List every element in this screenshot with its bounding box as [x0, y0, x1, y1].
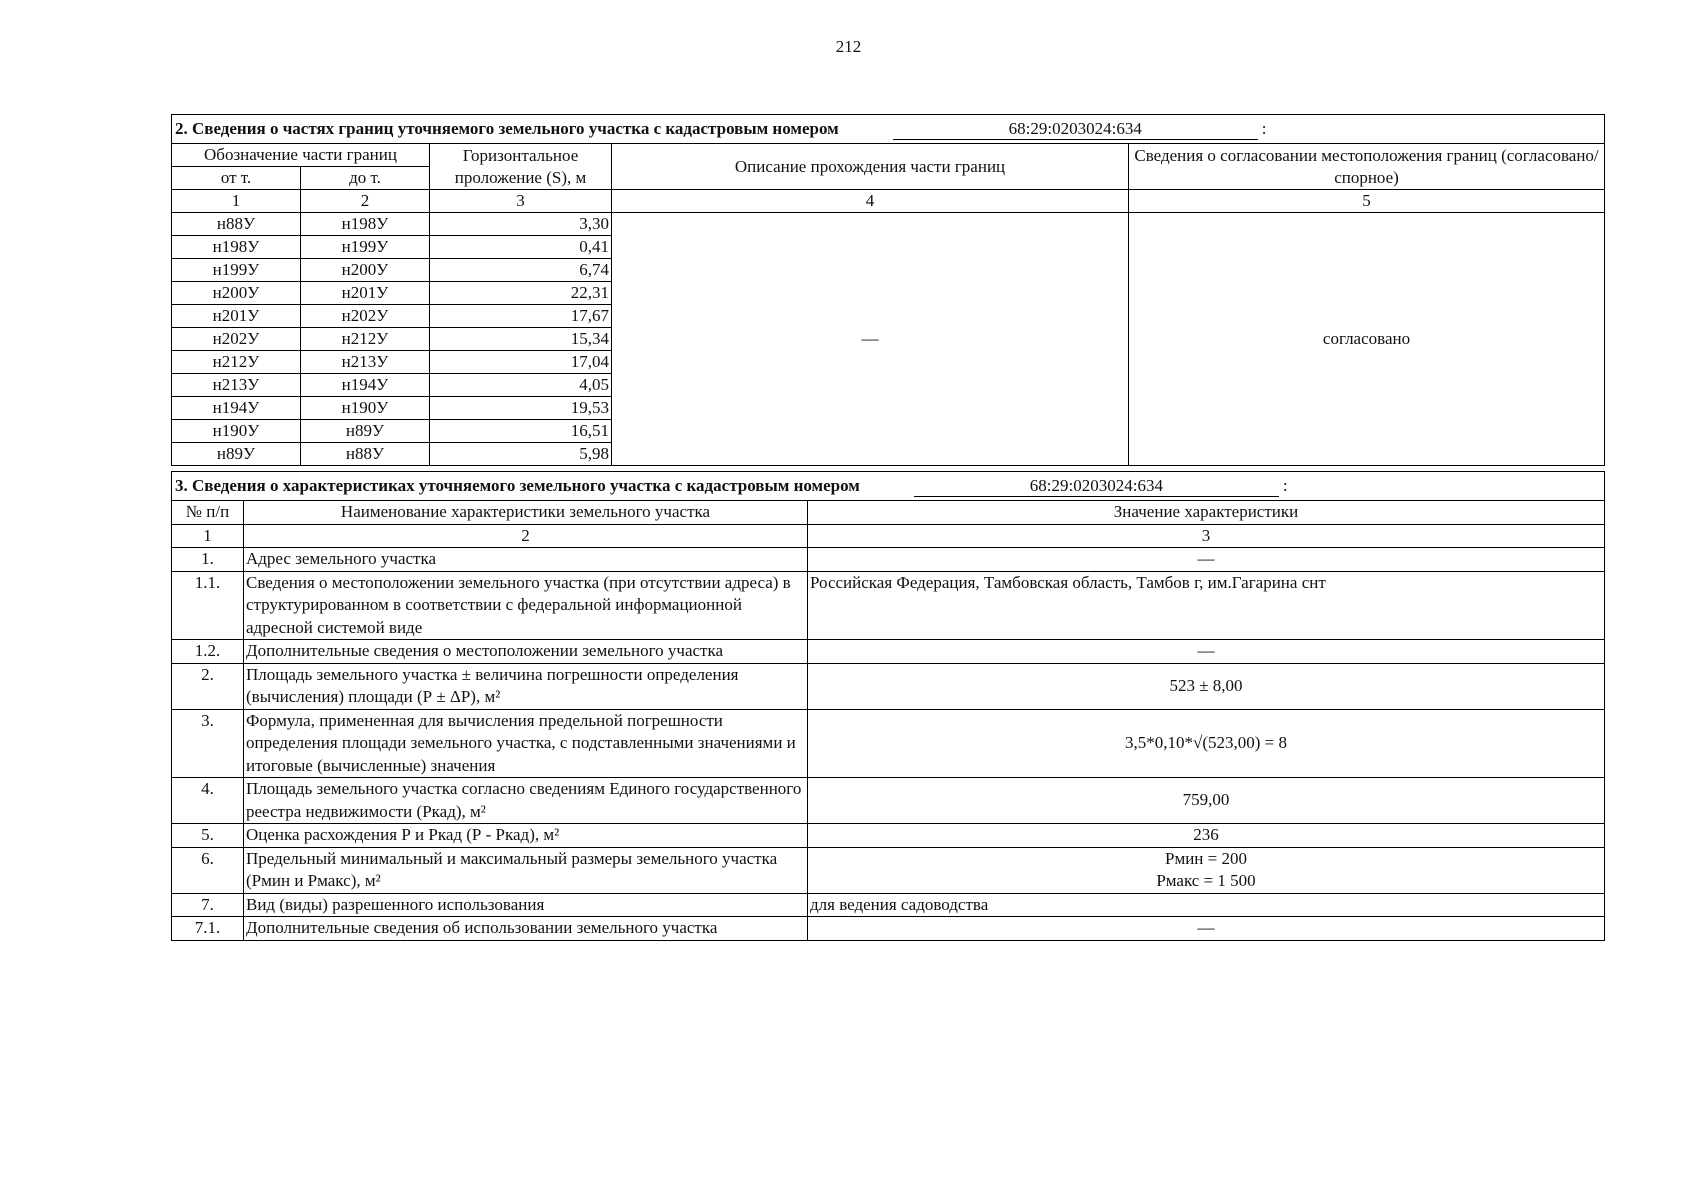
row-number: 1.2. — [172, 640, 244, 664]
point-from: н88У — [172, 213, 301, 236]
table-row — [172, 893, 1605, 917]
point-from: н213У — [172, 374, 301, 397]
horizontal-distance: 3,30 — [430, 213, 612, 236]
description-value: — — [612, 213, 1129, 466]
row-number: 6. — [172, 847, 244, 893]
characteristic-name: Предельный минимальный и максимальный размеры земельного участка (Рмин и Рмакс), м² — [244, 847, 808, 893]
characteristic-name: Формула, примененная для вычисления предельной погрешности определения площади земельного участка, с подставленными значениями и итоговые (вычисленные) значения — [244, 709, 808, 778]
table-row — [172, 778, 1605, 824]
point-from: н199У — [172, 259, 301, 282]
point-to: н202У — [301, 305, 430, 328]
characteristic-name: Оценка расхождения Р и Ркад (Р - Ркад), м² — [244, 824, 808, 848]
characteristic-name: Площадь земельного участка ± величина погрешности определения (вычисления) площади (Р ± ΔР), м² — [244, 663, 808, 709]
section3-title-cell — [172, 472, 1605, 501]
point-to: н89У — [301, 420, 430, 443]
horizontal-distance: 17,67 — [430, 305, 612, 328]
characteristic-value: 3,5*0,10*√(523,00) = 8 — [808, 709, 1605, 778]
header-description: Описание прохождения части границ — [612, 144, 1129, 190]
characteristic-name: Дополнительные сведения о местоположении земельного участка — [244, 640, 808, 664]
horizontal-distance: 16,51 — [430, 420, 612, 443]
agreement-value: согласовано — [1129, 213, 1605, 466]
section3-table — [171, 471, 1605, 941]
table-row — [172, 824, 1605, 848]
horizontal-distance: 0,41 — [430, 236, 612, 259]
point-to: н200У — [301, 259, 430, 282]
characteristic-value: — — [808, 640, 1605, 664]
point-to: н194У — [301, 374, 430, 397]
point-to: н199У — [301, 236, 430, 259]
section3-title: 3. Сведения о характеристиках уточняемого земельного участка с кадастровым номером — [175, 475, 860, 495]
section2-cadastral-number: 68:29:0203024:634 — [893, 119, 1258, 140]
area-min-value: Рмин = 200 — [1165, 848, 1247, 868]
row-number: 5. — [172, 824, 244, 848]
point-to: н198У — [301, 213, 430, 236]
col-number-3: 3 — [430, 190, 612, 213]
table-row — [172, 548, 1605, 572]
characteristic-value: Российская Федерация, Тамбовская область, Тамбов г, им.Гагарина снт — [808, 571, 1605, 640]
table-row — [172, 917, 1605, 941]
characteristic-value: — — [808, 917, 1605, 941]
point-from: н200У — [172, 282, 301, 305]
point-to: н212У — [301, 328, 430, 351]
header-to: до т. — [301, 167, 430, 190]
point-to: н190У — [301, 397, 430, 420]
point-from: н190У — [172, 420, 301, 443]
row-number: 4. — [172, 778, 244, 824]
table-row — [172, 571, 1605, 640]
horizontal-distance: 4,05 — [430, 374, 612, 397]
horizontal-distance: 19,53 — [430, 397, 612, 420]
col-number-1: 1 — [172, 524, 244, 548]
point-from: н194У — [172, 397, 301, 420]
col-number-3: 3 — [808, 524, 1605, 548]
characteristic-value: — — [808, 548, 1605, 572]
table-row — [172, 847, 1605, 893]
horizontal-distance: 15,34 — [430, 328, 612, 351]
table-row — [172, 709, 1605, 778]
horizontal-distance: 5,98 — [430, 443, 612, 466]
header-agreement: Сведения о согласовании местоположения границ (согласовано/спорное) — [1129, 144, 1605, 190]
characteristic-name: Вид (виды) разрешенного использования — [244, 893, 808, 917]
area-max-value: Рмакс = 1 500 — [1156, 871, 1256, 890]
characteristic-name: Дополнительные сведения об использовании земельного участка — [244, 917, 808, 941]
col-number-2: 2 — [244, 524, 808, 548]
point-from: н202У — [172, 328, 301, 351]
header-name: Наименование характеристики земельного участка — [244, 501, 808, 525]
row-number: 7.1. — [172, 917, 244, 941]
row-number: 1. — [172, 548, 244, 572]
characteristic-name: Площадь земельного участка согласно сведениям Единого государственного реестра недвижимости (Ркад), м² — [244, 778, 808, 824]
section2-title-cell — [172, 115, 1605, 144]
characteristic-name: Сведения о местоположении земельного участка (при отсутствии адреса) в структурированном в соответствии с федеральной информационной адресной системой виде — [244, 571, 808, 640]
characteristic-name: Адрес земельного участка — [244, 548, 808, 572]
characteristic-value — [808, 847, 1605, 893]
row-number: 3. — [172, 709, 244, 778]
section3-cadastral-number: 68:29:0203024:634 — [914, 476, 1279, 497]
section3-colon: : — [1282, 475, 1288, 495]
row-number: 1.1. — [172, 571, 244, 640]
row-number: 7. — [172, 893, 244, 917]
header-from: от т. — [172, 167, 301, 190]
table-row — [172, 213, 1605, 236]
section2-colon: : — [1261, 119, 1267, 138]
header-designation: Обозначение части границ — [172, 144, 430, 167]
table-row — [172, 663, 1605, 709]
row-number: 2. — [172, 663, 244, 709]
col-number-4: 4 — [612, 190, 1129, 213]
point-to: н213У — [301, 351, 430, 374]
point-from: н201У — [172, 305, 301, 328]
col-number-1: 1 — [172, 190, 301, 213]
header-num: № п/п — [172, 501, 244, 525]
col-number-5: 5 — [1129, 190, 1605, 213]
horizontal-distance: 22,31 — [430, 282, 612, 305]
table-row — [172, 640, 1605, 664]
point-to: н201У — [301, 282, 430, 305]
point-to: н88У — [301, 443, 430, 466]
section2-title: 2. Сведения о частях границ уточняемого земельного участка с кадастровым номером — [175, 119, 839, 138]
characteristic-value: 759,00 — [808, 778, 1605, 824]
page-number: 212 — [835, 37, 862, 56]
point-from: н212У — [172, 351, 301, 374]
point-from: н198У — [172, 236, 301, 259]
col-number-2: 2 — [301, 190, 430, 213]
horizontal-distance: 6,74 — [430, 259, 612, 282]
characteristic-value: 523 ± 8,00 — [808, 663, 1605, 709]
section2-table — [171, 114, 1605, 466]
characteristic-value: 236 — [808, 824, 1605, 848]
characteristic-value: для ведения садоводства — [808, 893, 1605, 917]
header-value: Значение характеристики — [808, 501, 1605, 525]
header-horizontal: Горизонтальное проложение (S), м — [430, 144, 612, 190]
point-from: н89У — [172, 443, 301, 466]
horizontal-distance: 17,04 — [430, 351, 612, 374]
